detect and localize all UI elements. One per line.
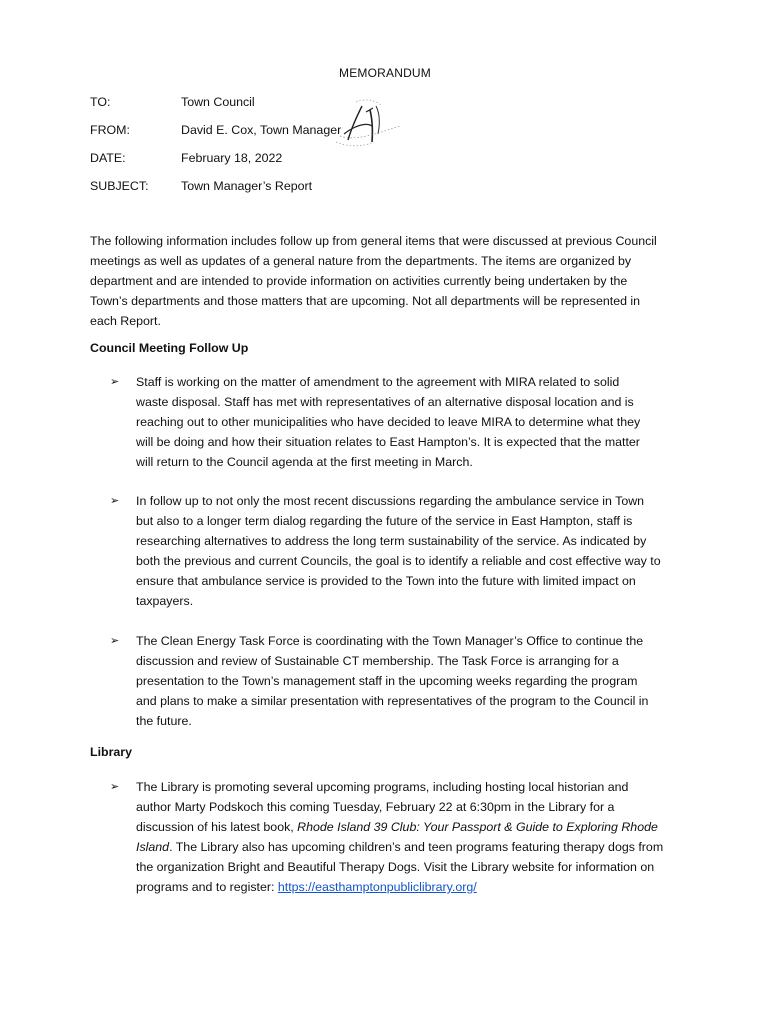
- subject-value: Town Manager’s Report: [181, 179, 313, 193]
- bullet-line: both the previous and current Councils, the goal is to identify a reliable and cost effective way to: [136, 554, 661, 568]
- bullet-text: [136, 631, 685, 731]
- bullet-line: author Marty Podskoch this coming Tuesday, February 22 at 6:30pm in the Library for a: [136, 800, 615, 814]
- bullet-line: the organization Bright and Beautiful Therapy Dogs. Visit the Library website for information on: [136, 860, 655, 874]
- intro-line: The following information includes follow up from general items that were discussed at previous Council: [90, 234, 657, 248]
- date-label: DATE:: [90, 151, 126, 165]
- intro-line: each Report.: [90, 314, 161, 328]
- to-value: Town Council: [181, 95, 255, 109]
- bullet-line: ensure that ambulance service is provided to the Town into the future with limited impact on: [136, 574, 636, 588]
- signature-icon: [326, 96, 406, 152]
- bullet-line: presentation to the Town’s management staff in the upcoming weeks regarding the program: [136, 674, 638, 688]
- library-website-link[interactable]: https://easthamptonpubliclibrary.org/: [277, 880, 477, 894]
- bullet-text: [136, 777, 685, 897]
- bullet-line: waste disposal. Staff has met with representatives of an alternative disposal location and is: [136, 395, 634, 409]
- book-intro-text: discussion of his latest book,: [136, 820, 298, 834]
- bullet-line: but also to a longer term dialog regarding the future of the service in East Hampton, staff is: [136, 514, 633, 528]
- bullet-line: The Library is promoting several upcoming programs, including hosting local historian and: [136, 780, 629, 794]
- from-value: David E. Cox, Town Manager: [181, 123, 342, 137]
- bullet-text: [136, 491, 685, 611]
- book-title-part-2: Island: [136, 840, 170, 854]
- bullet-line: The Clean Energy Task Force is coordinating with the Town Manager’s Office to continue the: [136, 634, 644, 648]
- bullet-line: discussion and review of Sustainable CT membership. The Task Force is arranging for a: [136, 654, 619, 668]
- bullet-text: [136, 372, 685, 472]
- arrowhead-bullet-icon: ➢: [110, 495, 120, 507]
- bullet-line: will return to the Council agenda at the first meeting in March.: [136, 455, 473, 469]
- intro-line: department and are intended to provide information on activities currently being undertaken by the: [90, 274, 628, 288]
- library-section-title: Library: [90, 745, 133, 759]
- intro-line: meetings as well as updates of a general nature from the departments. The items are organized by: [90, 254, 632, 268]
- bullet-line: [136, 837, 685, 857]
- council-section-title: Council Meeting Follow Up: [90, 341, 249, 355]
- arrowhead-bullet-icon: ➢: [110, 376, 120, 388]
- intro-line: Town’s departments and those matters that are upcoming. Not all departments will be represented in: [90, 294, 641, 308]
- to-label: TO:: [90, 95, 111, 109]
- subject-label: SUBJECT:: [90, 179, 149, 193]
- programs-text: . The Library also has upcoming children’s and teen programs featuring therapy dogs from: [169, 840, 664, 854]
- date-value: February 18, 2022: [181, 151, 283, 165]
- bullet-line: [136, 877, 685, 897]
- book-title-part-1: Rhode Island 39 Club: Your Passport & Guide to Exploring Rhode: [297, 820, 658, 834]
- arrowhead-bullet-icon: ➢: [110, 781, 120, 793]
- intro-paragraph: [90, 231, 690, 331]
- bullet-line: the future.: [136, 714, 192, 728]
- bullet-line: [136, 817, 685, 837]
- from-label: FROM:: [90, 123, 130, 137]
- bullet-line: taxpayers.: [136, 594, 194, 608]
- register-text: programs and to register:: [136, 880, 278, 894]
- memo-title: MEMORANDUM: [339, 66, 431, 80]
- arrowhead-bullet-icon: ➢: [110, 635, 120, 647]
- bullet-line: researching alternatives to address the long term sustainability of the service. As indicated by: [136, 534, 647, 548]
- bullet-line: and plans to make a similar presentation with representatives of the program to the Council in: [136, 694, 649, 708]
- bullet-line: will be doing and how their situation relates to East Hampton’s. It is expected that the matter: [136, 435, 640, 449]
- bullet-line: Staff is working on the matter of amendment to the agreement with MIRA related to solid: [136, 375, 620, 389]
- bullet-line: In follow up to not only the most recent discussions regarding the ambulance service in Town: [136, 494, 645, 508]
- bullet-line: reaching out to other municipalities who have decided to leave MIRA to determine what they: [136, 415, 641, 429]
